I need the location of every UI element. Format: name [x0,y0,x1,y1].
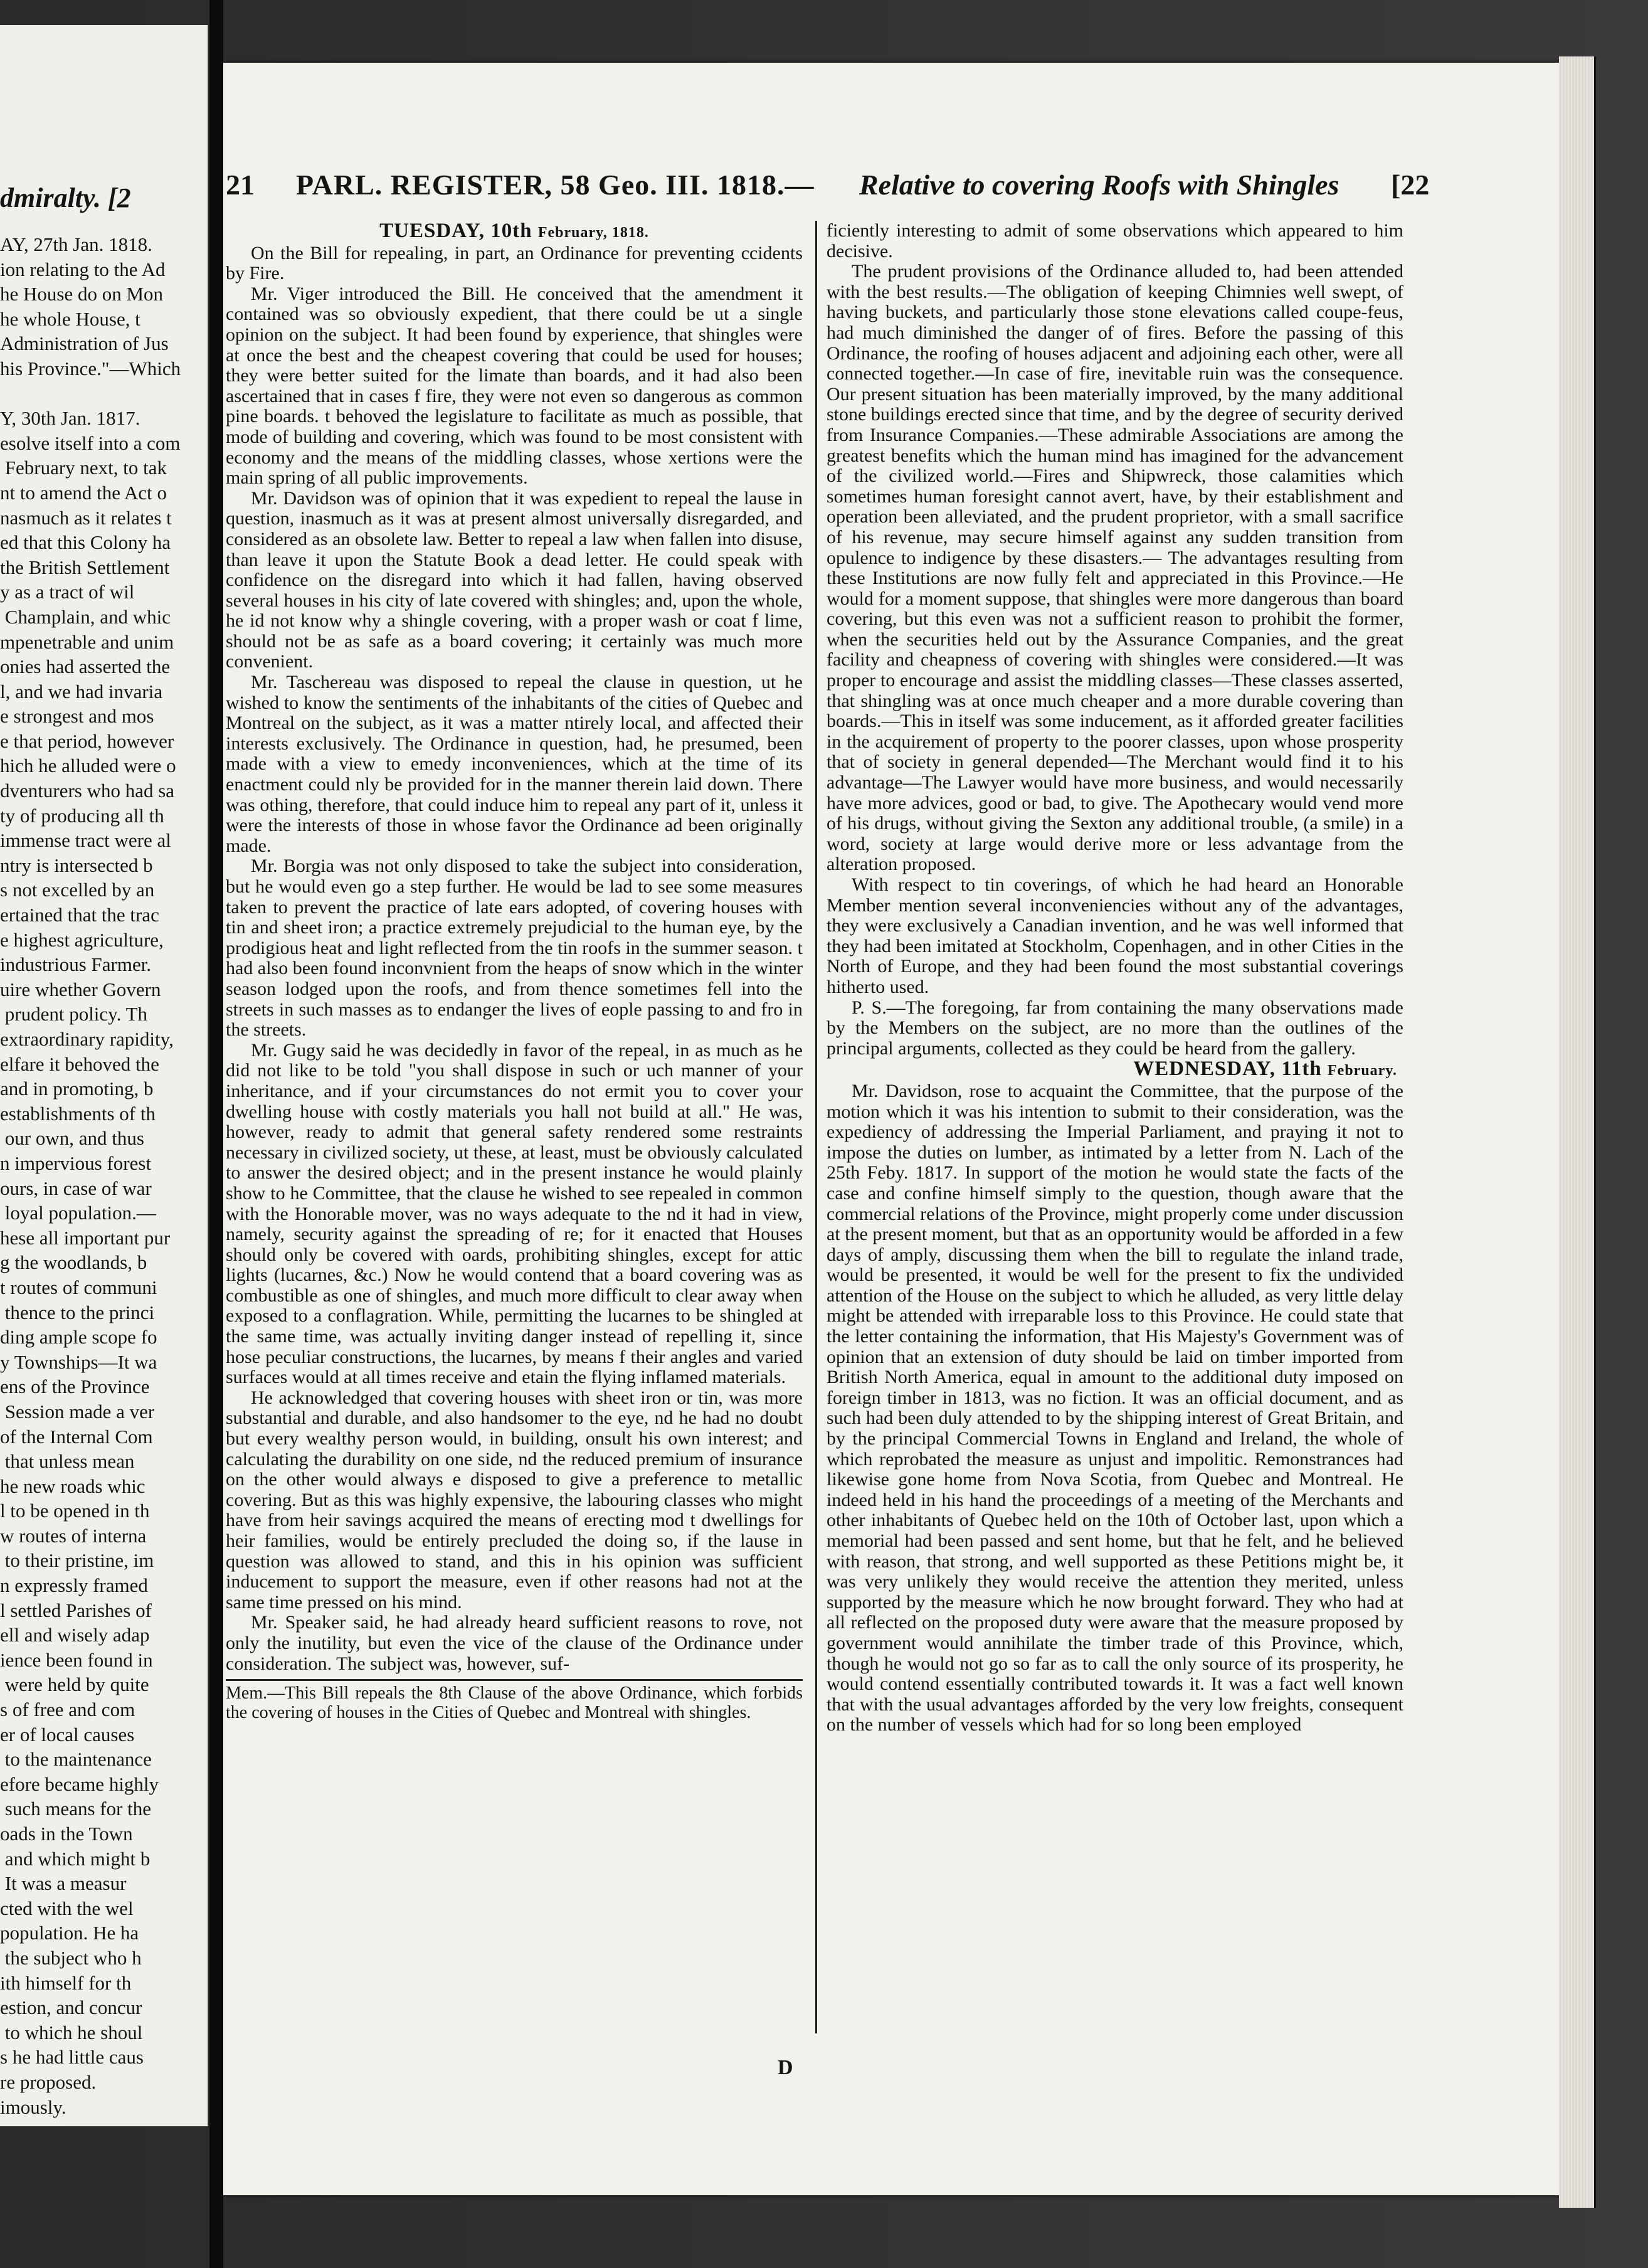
book-gutter [209,0,223,2268]
facing-page-line: elfare it behoved the [0,1052,159,1075]
facing-page-line: the subject who h [0,1946,142,1969]
paragraph: The prudent provisions of the Ordinance alluded to, had been attended with the best results.—The obligation of keeping Chimnies well swept, of having buckets, and particularly those stone elevations called coupe-feus, had much diminished the danger of of fires. Before the passing of this Ordinance, the roofing of houses adjacent and adjoining each other, were all connected together.—In case of fire, inevitable ruin was the consequence. Our present situation has been materially improved, by the many additional stone buildings erected since that time, and by the degree of security derived from Insurance Companies.—These admirable Associations are among the greatest benefits which the human mind has imagined for the advancement of the civilized world.—Fires and Shipwreck, those calamities which sometimes human foresight cannot avert, have, by their establishment and operation been alleviated, and the prudent proprietor, with a small sacrifice of his revenue, may secure himself against any sudden transition from opulence to indigence by these disasters.— The advantages resulting from these Institutions are now fully felt and appreciated in this Province.—He would for a moment suppose, that shingles were more dangerous than board covering, but this even was not a sufficient reason to prohibit the former, when the securities held out by the Assurance Companies, and the great facility and cheapness of covering with shingles were considered.—It was proper to encourage and assist the middling classes—These classes asserted, that shingling was at once much cheaper and a more durable covering than boards.—This in itself was some inducement, as it afforded greater facilities in the acquirement of property to the poorer classes, upon whose prosperity that of society in general depended—The Merchant would find it to his advantage—The Lawyer would have more business, and would necessarily have more advices, good or bad, to give. The Apothecary would vend more of his drugs, without giving the Sexton any additional trouble, (a smile) in a word, society at large would derive more or less advantage from the alteration proposed. [827,261,1403,875]
facing-page-line: ion relating to the Ad [0,258,166,280]
facing-page-line: such means for the [0,1798,152,1820]
facing-page-line: efore became highly [0,1773,159,1795]
signature-mark: D [778,2056,793,2079]
facing-page-line: imously. [0,2096,66,2118]
facing-page-line: ertained that the trac [0,904,159,926]
facing-page-line: of the Internal Com [0,1425,153,1448]
facing-page-line: our own, and thus [0,1127,144,1150]
facing-page-line: population. He ha [0,1922,139,1944]
facing-page-line: e that period, however [0,729,174,752]
paragraph: Mr. Borgia was not only disposed to take the subject into consideration, but he would even go a step further. He would be lad to see some measures taken to prevent the practice of late ears adopted, of covering houses with tin and sheet iron; a practice extremely prejudicial to the human eye, by the prodigious heat and light reflected from the tin roofs in the summer season. t had also been found inconvnient from the heaps of snow which in the winter season lodged upon the roofs, and from thence sometimes fell into the streets in such masses as to endanger the lives of eople passing to and fro in the streets. [226,856,803,1041]
facing-page-line: ed that this Colony ha [0,531,171,554]
footnote-rule [226,1679,803,1681]
facing-page-line: onies had asserted the [0,655,171,678]
facing-page-line: hese all important pur [0,1226,171,1249]
paragraph: With respect to tin coverings, of which he had heard an Honorable Member mention several inconveniencies without any of the advantages, they were exclusively a Canadian invention, and he was well informed that they had been imitated at Stockholm, Copenhagen, and in other Cities in the North of Europe, and they had been found the most substantial coverings hitherto used. [827,874,1403,997]
facing-page-line: ith himself for th [0,1971,132,1994]
facing-page-line: Y, 30th Jan. 1817. [0,407,140,430]
paragraph: P. S.—The foregoing, far from containing the many observations made by the Members on the subject, are no more than the outlines of the principal arguments, collected as they could be heard from the gallery. [827,997,1403,1059]
page-number-left: 21 [226,169,255,201]
text-column-right [827,221,1403,1735]
facing-page-line: immense tract were al [0,829,171,852]
facing-page-line: industrious Farmer. [0,953,152,976]
facing-page-line: t routes of communi [0,1276,157,1298]
facing-page-line: thence to the princi [0,1301,155,1323]
facing-page-line: uire whether Govern [0,978,161,1000]
facing-page-line: the British Settlement [0,556,170,578]
facing-page-line: to which he shoul [0,2021,143,2043]
paragraph: Mr. Taschereau was disposed to repeal the clause in question, ut he wished to know the sentiments of the inhabitants of the cities of Quebec and Montreal on the subject, as it was a matter ntirely local, and affected their interests exclusively. The Ordinance in question, had, he presumed, been made with a view to emedy inconveniences, which at the time of its enactment could nly be provided for in the manner therein laid down. There was othing, therefore, that could induce him to repeal any part of it, unless it were the interests of those in whose favor the Ordinance ad been originally made. [226,672,803,856]
facing-page-line: he whole House, t [0,307,140,330]
facing-page-line: l, and we had invaria [0,680,163,702]
running-head [226,168,1455,212]
facing-page-line: s of free and com [0,1698,135,1721]
paragraph: Mr. Viger introduced the Bill. He conceived that the amendment it contained was so obviously expedient, that there could be ut a single opinion on the subject. It had been found by experience, that shingles were at once the best and the cheapest covering that could be used for houses; they were better suited for the limate than boards, and it had also been ascertained that in cases f fire, they were not even so dangerous as common pine boards. t behoved the legislature to facilitate as much as possible, that mode of building and covering, which was found to be most consistent with economy and the means of the middling classes, whose xertions were the main spring of all public improvements. [226,283,803,489]
facing-page-line: ell and wisely adap [0,1624,150,1646]
paragraph: ficiently interesting to admit of some observations which appeared to him decisive. [827,220,1403,262]
facing-page-line: to their pristine, im [0,1549,154,1572]
facing-page-line: ours, in case of war [0,1177,152,1199]
date-heading-wednesday: WEDNESDAY, 11th February. [1133,1057,1397,1081]
facing-page-left [0,25,208,2126]
facing-page-line: prudent policy. Th [0,1003,148,1025]
facing-page-line: Champlain, and whic [0,605,171,628]
facing-page-line: ens of the Province [0,1375,150,1398]
facing-page-line: s not excelled by an [0,879,155,901]
facing-page-line: l settled Parishes of [0,1599,152,1621]
facing-page-line: cted with the wel [0,1897,134,1919]
date-heading-tuesday: TUESDAY, 10th February, 1818. [379,220,649,242]
facing-page-line: AY, 27th Jan. 1818. [0,233,152,255]
facing-page-line: nasmuch as it relates t [0,506,172,529]
page-edge-stack [1559,56,1596,2208]
facing-page-line: re proposed. [0,2070,97,2093]
facing-page-line: s he had little caus [0,2046,144,2069]
facing-page-line: y as a tract of wil [0,581,135,603]
running-head-subject: Relative to covering Roofs with Shingles [859,169,1339,201]
facing-page-line: dventurers who had sa [0,780,175,802]
facing-page-line: y Townships—It wa [0,1350,157,1373]
facing-page-line: e strongest and mos [0,705,154,728]
paragraph: Mr. Davidson was of opinion that it was expedient to repeal the lause in question, inasmuch as it was at present almost universally disregarded, and considered as an obsolete law. Better to repeal a law when fallen into disuse, than leave it upon the Statute Book a dead letter. He could speak with confidence on the disregard into which it had fallen, having observed several houses in his city of late covered with shingles; and, upon the whole, he id not know why a shingle covering, with a proper wash or coat f lime, should not be as safe as a board covering; it certainly was much more convenient. [226,487,803,672]
facing-page-line: esolve itself into a com [0,432,181,454]
facing-page-line: mpenetrable and unim [0,630,174,653]
paragraph: Mr. Davidson, rose to acquaint the Committee, that the purpose of the motion which it was his intention to submit to their consideration, was the expediency of addressing the Imperial Parliament, and praying it not to impose the duties on lumber, as intimated by a letter from N. Lach of the 25th Feby. 1817. In support of the motion he would state the facts of the case and confine himself simply to the question, though aware that the commercial relations of the Province, might properly come under discussion at the present moment, but that as an opportunity would be afforded in a few days of amply, discussing them when the bill to regulate the inland trade, would be presented, it would be well for the present to fix the undivided attention of the House on the subject to which he alluded, as very little delay might be attended with irreparable loss to this Province. He could state that the letter containing the information, that His Majesty's Government was of opinion that an extension of duty should be laid on timber imported from British North America, equal in amount to the additional duty imposed on foreign timber in 1813, was no fiction. It was an official document, and as such had been duly attended to by the shipping interest of Great Britain, and by the principal Commercial Towns in England and Ireland, the whole of which reprobated the measure as unjust and impolitic. Remonstrances had likewise gone home from Nova Scotia, from Quebec and Montreal. He indeed held in his hand the proceedings of a meeting of the Merchants and other inhabitants of Quebec held on the 10th of October last, upon which a memorial had been passed and sent home, but that he felt, and he believed with reason, that strong, and well supported as these Petitions might be, it was very unlikely they would receive the attention they merited, unless supported by the measure which he now brought forward. They who had at all reflected on the proposed duty were aware that the measure proposed by government would annihilate the timber trade of this Province, which, though he would not go so far as to call the only source of its prosperity, he would contend essentially contributed towards it. It was a fact well known that with the usual advantages afforded by the very low freights, consequent on the number of vessels which had for so long been employed [827,1080,1403,1735]
facing-page-line: estion, and concur [0,1996,142,2019]
facing-page-line [0,381,207,406]
facing-page-line: nt to amend the Act o [0,481,167,504]
facing-page-heading: dmiralty. [2 [0,183,131,213]
paragraph: He acknowledged that covering houses with sheet iron or tin, was more substantial and durable, and also handsomer to the eye, nd he had no doubt but every wealthy person would, in building, onsult his own interest; and calculating the durability on one side, nd the reduced premium of insurance on the other would always e disposed to give a preference to metallic covering. But as this was highly expensive, the labouring classes who might have from heir savings acquired the means of erecting mod t dwellings for heir families, would be entirely precluded the doing so, if the lause in question was allowed to stand, and this in his opinion was sufficient inducement to support the measure, even if other reasons had not at the same time pressed on his mind. [226,1387,803,1613]
footnote-memo: Mem.—This Bill repeals the 8th Clause of the above Ordinance, which forbids the covering of houses in the Cities of Quebec and Montreal with shingles. [226,1683,803,1723]
column-divider [815,221,817,2033]
facing-page-line: oads in the Town [0,1823,133,1845]
facing-page-line: were held by quite [0,1673,149,1696]
facing-page-line: ding ample scope fo [0,1326,157,1349]
facing-page-line: his Province."—Which [0,357,181,379]
facing-page-line: ntry is intersected b [0,854,153,876]
page-number-right: [22 [1391,169,1430,201]
facing-page-line: g the woodlands, b [0,1251,147,1274]
facing-page-line: w routes of interna [0,1524,147,1547]
facing-page-line: er of local causes [0,1723,135,1746]
facing-page-line: hich he alluded were o [0,755,176,777]
facing-page-line: n expressly framed [0,1574,148,1597]
facing-page-text [0,232,207,2119]
facing-page-line: l to be opened in th [0,1500,150,1522]
facing-page-line: and in promoting, b [0,1078,154,1100]
facing-page-line: establishments of th [0,1102,156,1125]
facing-page-line: loyal population.— [0,1202,156,1224]
paragraph: Mr. Speaker said, he had already heard sufficient reasons to rove, not only the inutility, but even the vice of the clause of the Ordinance under consideration. The subject was, however, suf- [226,1612,803,1674]
facing-page-line: e highest agriculture, [0,928,164,951]
facing-page-line: that unless mean [0,1450,135,1473]
facing-page-line: Administration of Jus [0,332,169,355]
facing-page-line: It was a measur [0,1872,127,1895]
facing-page-line: he new roads whic [0,1475,145,1497]
facing-page-line: to the maintenance [0,1748,152,1771]
paragraph: Mr. Gugy said he was decidedly in favor of the repeal, in as much as he did not like to be told "you shall dispose in such or uch manner of your inheritance, and if your circumstances do not ermit you to cover your dwelling house with costly materials you hall not build at all." He was, however, ready to admit that general safety rendered some restraints necessary in civilized society, ut these, at least, must be obviously calculated to answer the desired object; and in the present instance he would plainly show to he Committee, that the clause he wished to see repealed in common with the Honorable mover, was no ways adequate to the nd it had in view, namely, security against the spreading of re; for it enacted that Houses should only be covered with oards, prohibiting shingles, except for attic lights (lucarnes, &c.) Now he would contend that a board covering was as combustible as one of shingles, and much more difficult to clear away when exposed to a conflagration. While, permitting the lucarnes to be shingled at the same time, was actually inviting danger instead of repelling it, since hose peculiar constructions, the lucarnes, by means f their angles and varied surfaces would at all times receive and etain the flying inflamed materials. [226,1039,803,1388]
facing-page-line: and which might b [0,1847,151,1870]
facing-page-line: Session made a ver [0,1400,155,1423]
publication-title: PARL. REGISTER, 58 Geo. III. 1818.— [296,169,815,201]
facing-page-line: ience been found in [0,1648,153,1671]
facing-page-line: he House do on Mon [0,283,164,305]
paragraph: On the Bill for repealing, in part, an Ordinance for preventing ccidents by Fire. [226,242,803,284]
facing-page-line: extraordinary rapidity, [0,1028,174,1050]
facing-page-line: February next, to tak [0,457,167,479]
facing-page-line: ty of producing all th [0,804,164,827]
facing-page-line: n impervious forest [0,1152,152,1174]
text-column-left [226,221,803,1722]
